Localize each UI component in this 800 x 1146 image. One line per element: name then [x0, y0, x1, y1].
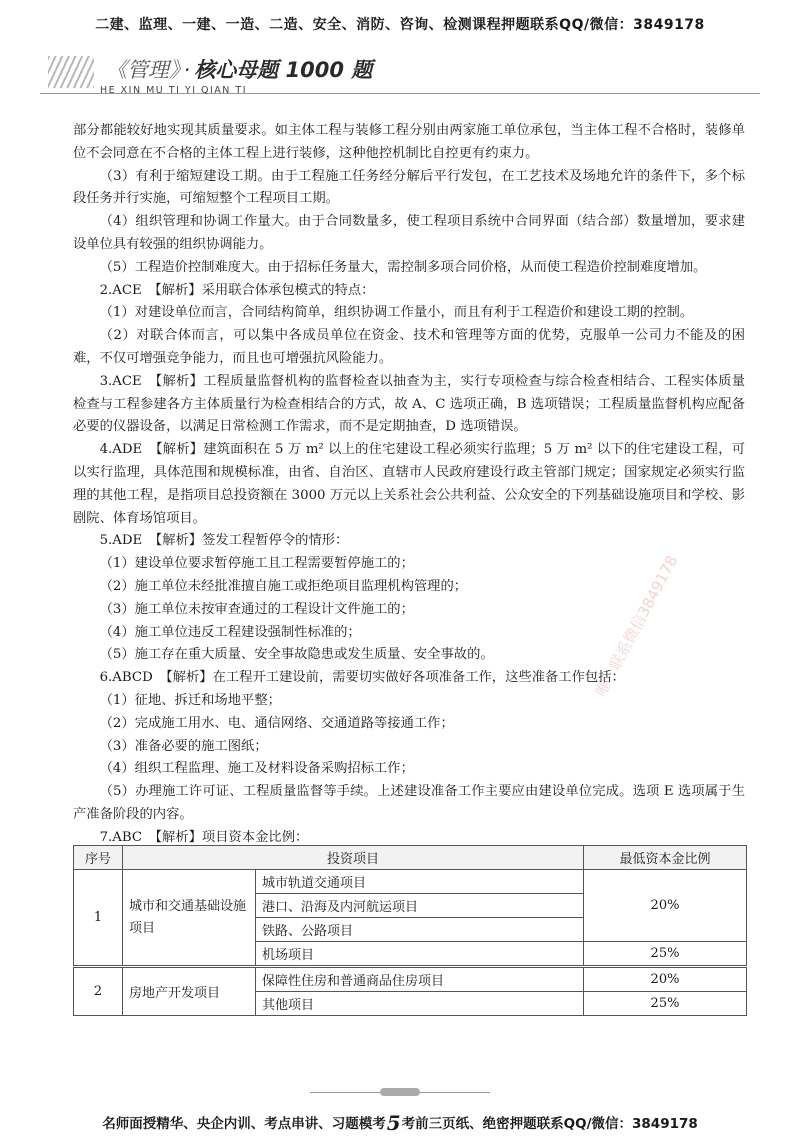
- paragraph: （4）组织管理和协调工作量大。由于合同数量多，使工程项目系统中合同界面（结合部）数量增加，要求建设单位具有较强的组织协调能力。: [73, 214, 745, 252]
- page-number: 5: [386, 1111, 401, 1135]
- header-pinyin: HE XIN MU TI YI QIAN TI: [100, 85, 248, 96]
- paragraph: （2）对联合体而言，可以集中各成员单位在资金、技术和管理等方面的优势，克服单一公司力不能及的困难，不仅可增强竞争能力，而且也可增强抗风险能力。: [73, 328, 745, 366]
- paragraph: 4.ADE 【解析】建筑面积在 5 万 m² 以上的住宅建设工程必须实行监理；5 万 m² 以下的住宅建设工程，可以实行监理，具体范围和规模标准，由省、自治区、直辖市人民政府建设行政主管部门规定；国家规定必须实行监理的其他工程，是指项目总投资额在 3000 万元以上关系社会公共利益、公众安全的下列基础设施项目和学校、影剧院、体育场馆项目。: [73, 442, 745, 526]
- paragraph: 3.ACE 【解析】工程质量监督机构的监督检查以抽查为主，实行专项检查与综合检查相结合、工程实体质量检查与工程参建各方主体质量行为检查相结合的方式，故 A、C 选项正确，B 选项错误；工程质量监督机构应配备必要的仪器设备，以满足日常检测工作需求，而不是定期抽查，D 选项错误。: [73, 373, 745, 435]
- header-book: 《管理》: [106, 58, 180, 82]
- row-item: 港口、沿海及内河航运项目: [256, 894, 584, 918]
- header-series-title: 核心母题 1000 题: [194, 58, 373, 82]
- paragraph: （3）有利于缩短建设工期。由于工程施工任务经分解后平行发包，在工艺技术及场地允许的条件下，多个标段任务并行实施，可缩短整个工程项目工期。: [73, 168, 745, 207]
- header-cell-ratio: 最低资本金比例: [584, 846, 747, 870]
- row-ratio: 25%: [584, 992, 747, 1016]
- paragraph: （3）施工单位未按审查通过的工程设计文件施工的；: [99, 601, 414, 617]
- footer-right-text: 考前三页纸、绝密押题联系QQ/微信：3849178: [401, 1116, 698, 1132]
- footer-ornament-center: [380, 1088, 420, 1096]
- paragraph: （1）征地、拆迁和场地平整；: [99, 692, 281, 708]
- paragraph: （4）组织工程监理、施工及材料设备采购招标工作；: [99, 761, 414, 777]
- footer-ornament: [310, 1087, 490, 1097]
- paragraph: 2.ACE 【解析】采用联合体承包模式的特点：: [99, 282, 375, 298]
- row-no: 1: [74, 870, 123, 967]
- row-item: 铁路、公路项目: [256, 918, 584, 942]
- header-bullet: ·: [183, 58, 191, 82]
- paragraph: （3）准备必要的施工图纸；: [99, 738, 268, 754]
- row-item: 机场项目: [256, 942, 584, 967]
- paragraph: （4）施工单位违反工程建设强制性标准的；: [99, 624, 361, 640]
- capital-ratio-table: [73, 845, 747, 1016]
- paragraph: （2）施工单位未经批准擅自施工或拒绝项目监理机构管理的；: [99, 578, 468, 594]
- paragraph: （2）完成施工用水、电、通信网络、交通道路等接通工作；: [99, 715, 454, 731]
- bottom-banner: [0, 1111, 800, 1135]
- footer-left-text: 名师面授精华、央企内训、考点串讲、习题模考: [102, 1116, 386, 1132]
- row-category: 房地产开发项目: [123, 967, 256, 1016]
- table-row: [74, 870, 747, 894]
- row-ratio: 20%: [584, 870, 747, 942]
- paragraph: （1）建设单位要求暂停施工且工程需要暂停施工的；: [99, 556, 414, 572]
- table-header-row: [74, 846, 747, 870]
- top-banner: 二建、监理、一建、一造、二造、安全、消防、咨询、检测课程押题联系QQ/微信：3849178: [95, 17, 705, 33]
- running-header: [40, 52, 760, 104]
- paragraph: 7.ABC 【解析】项目资本金比例：: [99, 829, 309, 845]
- header-title: [106, 54, 372, 84]
- paragraph: 5.ADE 【解析】签发工程暂停令的情形：: [99, 533, 349, 549]
- header-cell-no: 序号: [74, 846, 123, 870]
- paragraph: （5）施工存在重大质量、安全事故隐患或发生质量、安全事故的。: [99, 647, 494, 663]
- paragraph: 部分都能较好地实现其质量要求。如主体工程与装修工程分别由两家施工单位承包，当主体工程不合格时，装修单位不会同意在不合格的主体工程上进行装修，这种他控机制比自控更有约束力。: [73, 123, 745, 161]
- row-item: 城市轨道交通项目: [256, 870, 584, 894]
- header-cell-project: 投资项目: [123, 846, 584, 870]
- table-row: [74, 967, 747, 992]
- row-ratio: 20%: [584, 967, 747, 992]
- row-category: 城市和交通基础设施项目: [123, 870, 256, 967]
- page-body: [73, 120, 745, 850]
- row-item: 其他项目: [256, 992, 584, 1016]
- paragraph: 6.ABCD 【解析】在工程开工建设前，需要切实做好各项准备工作，这些准备工作包括：: [99, 670, 625, 686]
- row-item: 保障性住房和普通商品住房项目: [256, 967, 584, 992]
- paragraph: （5）办理施工许可证、工程质量监督等手续。上述建设准备工作主要应由建设单位完成。选项 E 选项属于生产准备阶段的内容。: [73, 784, 745, 822]
- watermark: 唯一联系微信3849178: [591, 552, 682, 700]
- paragraph: （1）对建设单位而言，合同结构简单，组织协调工作量小，而且有利于工程造价和建设工期的控制。: [99, 305, 694, 321]
- row-no: 2: [74, 967, 123, 1016]
- paragraph: （5）工程造价控制难度大。由于招标任务量大，需控制多项合同价格，从而使工程造价控制难度增加。: [99, 259, 707, 275]
- header-stripes-decoration: [48, 56, 94, 88]
- row-ratio: 25%: [584, 942, 747, 967]
